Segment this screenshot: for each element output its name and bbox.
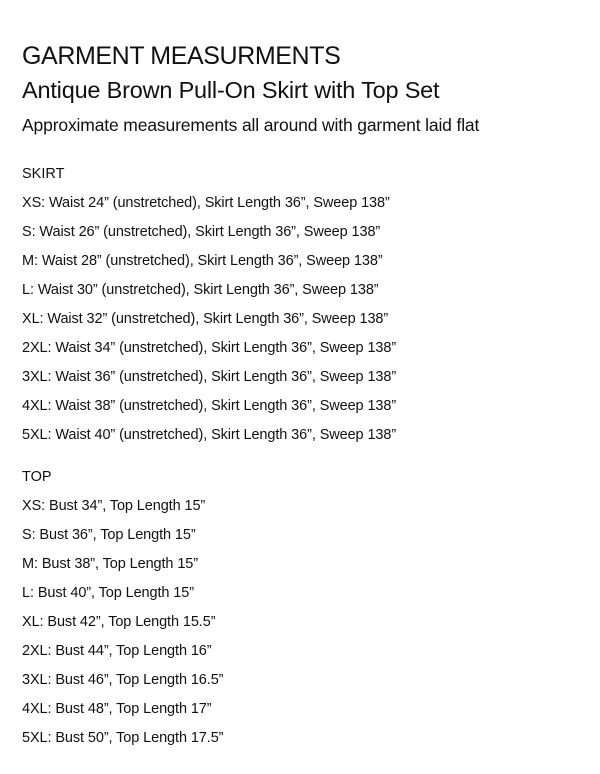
- top-size-row: S: Bust 36”, Top Length 15”: [22, 527, 196, 543]
- skirt-heading: SKIRT: [22, 166, 65, 182]
- skirt-section: [22, 163, 582, 454]
- skirt-size-row: M: Waist 28” (unstretched), Skirt Length 36”, Sweep 138”: [22, 253, 383, 269]
- page-title: GARMENT MEASURMENTS: [22, 42, 341, 70]
- top-size-row: 3XL: Bust 46”, Top Length 16.5”: [22, 672, 224, 688]
- skirt-size-row: XS: Waist 24” (unstretched), Skirt Length 36”, Sweep 138”: [22, 195, 390, 211]
- top-size-row: XL: Bust 42”, Top Length 15.5”: [22, 614, 216, 630]
- top-size-row: XS: Bust 34”, Top Length 15”: [22, 498, 206, 514]
- skirt-size-row: S: Waist 26” (unstretched), Skirt Length 36”, Sweep 138”: [22, 224, 381, 240]
- skirt-size-list: [22, 193, 582, 454]
- skirt-size-row: 5XL: Waist 40” (unstretched), Skirt Length 36”, Sweep 138”: [22, 427, 397, 443]
- skirt-size-row: XL: Waist 32” (unstretched), Skirt Length 36”, Sweep 138”: [22, 311, 389, 327]
- top-heading: TOP: [22, 469, 52, 485]
- skirt-size-row: 4XL: Waist 38” (unstretched), Skirt Length 36”, Sweep 138”: [22, 398, 397, 414]
- measurement-note: Approximate measurements all around with garment laid flat: [22, 115, 480, 135]
- top-size-row: 2XL: Bust 44”, Top Length 16”: [22, 643, 212, 659]
- top-size-list: [22, 496, 582, 757]
- skirt-size-row: 2XL: Waist 34” (unstretched), Skirt Length 36”, Sweep 138”: [22, 340, 397, 356]
- top-size-row: 4XL: Bust 48”, Top Length 17”: [22, 701, 212, 717]
- top-section: [22, 466, 582, 757]
- top-size-row: 5XL: Bust 50”, Top Length 17.5”: [22, 730, 224, 746]
- skirt-size-row: L: Waist 30” (unstretched), Skirt Length 36”, Sweep 138”: [22, 282, 379, 298]
- product-name: Antique Brown Pull-On Skirt with Top Set: [22, 77, 440, 103]
- skirt-size-row: 3XL: Waist 36” (unstretched), Skirt Length 36”, Sweep 138”: [22, 369, 397, 385]
- top-size-row: L: Bust 40”, Top Length 15”: [22, 585, 194, 601]
- top-size-row: M: Bust 38”, Top Length 15”: [22, 556, 198, 572]
